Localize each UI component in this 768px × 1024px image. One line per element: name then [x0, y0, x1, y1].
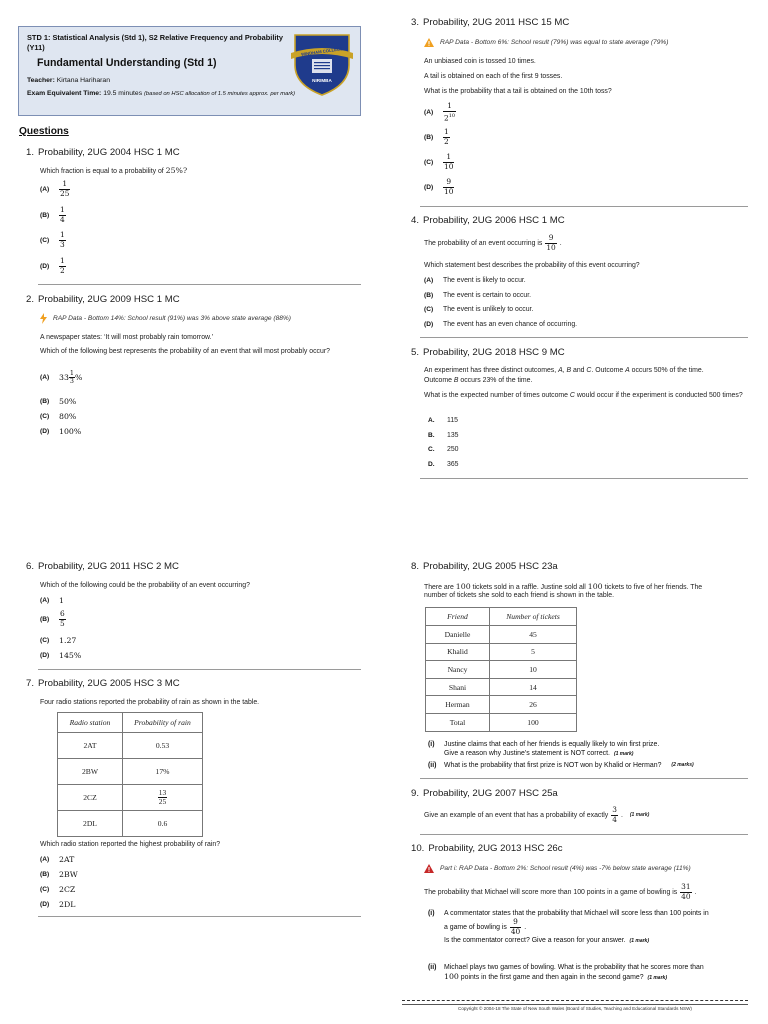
option-text: 135 — [447, 432, 459, 439]
option-label: (C) — [40, 637, 50, 644]
part-text-line: a game of bowling is $\frac{9}{40}$ . — [444, 917, 527, 936]
part-text: a game of bowling is — [444, 923, 507, 931]
fraction — [545, 234, 556, 252]
option-label: (A) — [424, 277, 434, 284]
table-header: Friend — [426, 608, 490, 626]
denominator: 40 — [681, 891, 691, 901]
question-10-heading — [411, 843, 563, 854]
footer-rule-solid — [402, 1004, 748, 1005]
table-cell: Danielle — [426, 626, 490, 644]
question-number: 8. — [411, 561, 420, 572]
text-run: A, B — [558, 367, 572, 374]
q1-option-c[interactable] — [40, 231, 66, 249]
denominator — [443, 111, 456, 123]
option-label: (D) — [40, 262, 50, 270]
question-4-heading — [411, 215, 565, 226]
question-2-text1: A newspaper states: ‘It will most probably rain tomorrow.’ — [40, 334, 214, 341]
option-label: A. — [428, 417, 435, 424]
question-8-part-ii — [428, 761, 694, 770]
divider — [420, 478, 748, 479]
denominator: 10 — [444, 161, 454, 171]
table-row — [426, 661, 577, 679]
teacher-label: Teacher: — [27, 77, 55, 84]
divider — [38, 916, 361, 917]
question-text: The probability of an event occurring is — [424, 239, 543, 247]
part-text-line — [444, 972, 704, 983]
table-row — [58, 733, 203, 759]
part-body — [444, 963, 704, 983]
fraction — [59, 257, 66, 275]
warning-icon — [424, 38, 434, 47]
question-3-text2: A tail is obtained on each of the first 9 tosses. — [424, 73, 563, 80]
text-run: 100 — [587, 582, 603, 591]
q5-option-c[interactable] — [428, 445, 459, 454]
exam-time-note: (based on HSC allocation of 1.5 minutes approx. per mark) — [144, 91, 296, 97]
option-text: 115 — [447, 417, 458, 424]
mark-allocation: (1 mark) — [629, 938, 649, 944]
part-body — [444, 909, 709, 946]
option-text: The event is likely to occur. — [443, 277, 526, 284]
question-2-text2: Which of the following best represents the probability of an event that will most probably occur? — [40, 348, 330, 355]
option-label: (B) — [40, 211, 50, 219]
exam-time-label: Exam Equivalent Time: — [27, 90, 102, 97]
q6-option-d[interactable] — [40, 651, 81, 660]
q6-option-c[interactable] — [40, 636, 76, 645]
question-number: 5. — [411, 347, 420, 358]
table-cell: 0.53 — [123, 733, 203, 759]
table-cell: 17% — [123, 759, 203, 785]
option-label: (A) — [40, 597, 50, 604]
fraction — [158, 789, 167, 807]
question-number: 10. — [411, 843, 425, 854]
question-number: 3. — [411, 17, 420, 28]
table-row — [426, 678, 577, 696]
option-label: (B) — [40, 615, 50, 623]
text-run: . Outcome — [591, 367, 626, 374]
question-title: Probability, 2UG 2011 HSC 2 MC — [38, 561, 179, 572]
question-8-heading — [411, 561, 558, 572]
option-text: 250 — [447, 446, 459, 453]
question-5-text2 — [424, 376, 532, 385]
numerator: 1 — [60, 205, 65, 214]
q3-option-d[interactable] — [424, 178, 454, 196]
fraction — [59, 231, 66, 249]
option-value: 1 — [59, 596, 64, 605]
option-label: (B) — [424, 133, 434, 141]
q5-option-a[interactable] — [428, 416, 458, 425]
denominator: 3 — [60, 239, 65, 249]
denominator: 25 — [158, 797, 167, 806]
table-row — [58, 785, 203, 811]
footer-rule — [402, 1000, 748, 1001]
part-text-line — [444, 749, 659, 759]
text-run: 100 — [455, 582, 471, 591]
denominator: 10 — [546, 242, 556, 252]
question-7-text: Four radio stations reported the probability of rain as shown in the table. — [40, 699, 260, 706]
q2-option-c[interactable] — [40, 412, 76, 421]
question-9-text: Give an example of an event that has a probability of exactly $\frac{3}{4}$ . (1 mark) — [424, 805, 650, 824]
question-2-heading — [26, 294, 180, 305]
question-10-part-i — [428, 909, 709, 946]
part-text: Michael plays two games of bowling. What is the probability that he scores more than — [444, 964, 704, 971]
option-label: (B) — [40, 871, 50, 878]
question-title: Probability, 2UG 2013 HSC 26c — [428, 843, 563, 854]
part-label: (ii) — [428, 762, 437, 769]
q6-option-a[interactable] — [40, 596, 64, 605]
numerator: 1 — [444, 127, 449, 136]
option-label: (D) — [40, 428, 50, 435]
fraction — [510, 918, 521, 936]
warning-icon — [424, 864, 434, 873]
numerator: 3 — [612, 805, 617, 814]
question-number: 9. — [411, 788, 420, 799]
part-text: What is the probability that first prize is NOT won by Khalid or Herman? — [444, 762, 662, 769]
table-cell: 2DL — [58, 811, 123, 837]
option-text: The event is unlikely to occur. — [443, 306, 534, 313]
table-row — [426, 643, 577, 661]
rap-data-note — [424, 864, 691, 873]
mark-allocation: (1 mark) — [647, 975, 667, 981]
q3-option-c[interactable] — [424, 153, 454, 171]
header-subtitle: Fundamental Understanding (Std 1) — [37, 57, 217, 69]
option-value: 100% — [59, 427, 82, 436]
option-label: (D) — [40, 652, 50, 659]
question-number: 1. — [26, 147, 35, 158]
crest-shield-icon — [289, 31, 355, 97]
question-title: Probability, 2UG 2009 HSC 1 MC — [38, 294, 180, 305]
question-3-heading — [411, 17, 569, 28]
table-cell: 0.6 — [123, 811, 203, 837]
numerator: 9 — [548, 233, 554, 242]
denominator: 5 — [60, 618, 65, 628]
question-title: Probability, 2UG 2005 HSC 23a — [423, 561, 558, 572]
fraction — [611, 806, 618, 824]
option-label: C. — [428, 446, 435, 453]
numerator: 6 — [60, 609, 65, 618]
option-label: (A) — [40, 856, 50, 863]
table-row — [426, 626, 577, 644]
option-value: 2CZ — [59, 885, 76, 894]
q7-option-c[interactable] — [40, 885, 75, 894]
table-cell: 100 — [490, 713, 577, 731]
mark-allocation: (1 mark) — [613, 751, 634, 757]
teacher-name: Kirtana Hariharan — [56, 77, 110, 84]
option-value: 80% — [59, 412, 77, 421]
option-value: 2AT — [59, 855, 75, 864]
q2-option-b[interactable] — [40, 397, 76, 406]
question-title: Probability, 2UG 2007 HSC 25a — [423, 788, 558, 799]
part-text: Give a reason why Justine’s statement is NOT correct. — [444, 750, 610, 757]
table-row — [58, 759, 203, 785]
q7-option-a[interactable] — [40, 855, 74, 864]
question-title: Probability, 2UG 2004 HSC 1 MC — [38, 147, 180, 158]
college-crest — [289, 31, 355, 97]
denominator: 40 — [510, 926, 521, 936]
q6-option-b[interactable] — [40, 610, 66, 628]
unit: % — [75, 373, 83, 382]
divider — [420, 778, 748, 779]
option-label: (B) — [424, 292, 434, 299]
numerator: 1 — [446, 152, 452, 161]
text-run: occurs 23% of the time. — [458, 377, 533, 384]
table-cell: 5 — [490, 643, 577, 661]
question-number: 2. — [26, 294, 35, 305]
questions-heading: Questions — [19, 126, 69, 137]
question-1-heading — [26, 147, 180, 158]
part-label: (i) — [428, 910, 435, 917]
table-cell: Herman — [426, 696, 490, 714]
table-cell: 45 — [490, 626, 577, 644]
question-8-text2: number of tickets she sold to each friend is shown in the table. — [424, 592, 614, 599]
text-run: Outcome — [424, 377, 454, 384]
question-6-text: Which of the following could be the probability of an event occurring? — [40, 582, 250, 589]
option-label: (A) — [40, 185, 50, 193]
percent-value: 25%? — [165, 166, 188, 175]
text-run: An experiment has three distinct outcomes, — [424, 367, 559, 374]
power-exponent: 10 — [448, 112, 456, 119]
numerator: 13 — [158, 787, 167, 797]
question-5-heading — [411, 347, 565, 358]
option-label: (D) — [40, 901, 50, 908]
part-text: points in the first game and then again in the second game? — [458, 974, 644, 981]
question-3-text3: What is the probability that a tail is obtained on the 10th toss? — [424, 88, 612, 95]
option-label: (C) — [40, 413, 50, 420]
denominator: 4 — [612, 814, 617, 824]
text-run: A — [625, 367, 630, 374]
part-text: Justine claims that each of her friends is equally likely to win first prize. — [444, 741, 660, 748]
table-row — [58, 811, 203, 837]
copyright-footer: Copyright © 2004-18 The State of New South Wales (Board of Studies, Teaching and Educational Standards NSW) — [458, 1006, 692, 1011]
question-text: Which fraction is equal to a probability of — [40, 168, 164, 175]
option-text: The event is certain to occur. — [443, 292, 532, 299]
part-body — [444, 740, 659, 759]
mixed-number — [59, 370, 82, 385]
numerator: 9 — [446, 177, 452, 186]
table-cell: Total — [426, 713, 490, 731]
question-6-heading — [26, 561, 179, 572]
text-run: C — [569, 392, 575, 399]
question-text: The probability that Michael will score more than 100 points in a game of bowling is — [424, 888, 678, 896]
q7-option-b[interactable] — [40, 870, 78, 879]
worksheet-header — [18, 26, 361, 116]
fraction — [443, 178, 454, 196]
numerator: 9 — [513, 917, 518, 926]
header-title: STD 1: Statistical Analysis (Std 1), S2 Relative Frequency and Probability (Y11) — [27, 33, 284, 52]
table-cell — [123, 785, 203, 811]
teacher-line — [27, 77, 110, 84]
text-run: would occur if the experiment is conducted 500 times? — [574, 392, 743, 399]
option-value: 1.27 — [59, 636, 77, 645]
denominator: 3 — [69, 377, 74, 385]
question-number: 6. — [26, 561, 35, 572]
numerator: 1 — [69, 369, 74, 377]
table-cell: 14 — [490, 678, 577, 696]
option-label: (A) — [40, 374, 50, 381]
q2-option-d[interactable] — [40, 427, 81, 436]
divider — [420, 834, 748, 835]
option-value: 145% — [59, 651, 82, 660]
divider — [420, 206, 748, 207]
table-row — [426, 696, 577, 714]
rap-data-note — [40, 313, 291, 324]
table-cell: 10 — [490, 661, 577, 679]
option-label: (B) — [40, 398, 50, 405]
option-text: 365 — [447, 461, 459, 468]
option-label: (D) — [424, 321, 434, 328]
q1-option-a[interactable] — [40, 180, 70, 198]
divider — [38, 669, 361, 670]
fraction — [59, 206, 66, 224]
text-run: B — [453, 377, 459, 384]
question-8-part-i — [428, 740, 659, 759]
option-label: (C) — [424, 158, 434, 166]
radio-station-table — [57, 712, 203, 837]
q5-option-d[interactable] — [428, 460, 459, 469]
numerator: 1 — [60, 230, 65, 239]
option-label: (D) — [424, 183, 434, 191]
exam-time-value: 19.5 minutes — [103, 90, 143, 97]
q2-option-a[interactable] — [40, 370, 82, 385]
rap-text: RAP Data - Bottom 14%: School result (91%) was 3% above state average (88%) — [53, 315, 291, 322]
numerator: 1 — [60, 256, 65, 265]
option-value: 50% — [59, 397, 77, 406]
part-text: 100 — [444, 972, 459, 981]
rap-data-note — [424, 38, 668, 47]
question-text: Give an example of an event that has a probability of exactly — [424, 811, 609, 819]
raffle-ticket-table — [425, 607, 577, 732]
denominator: 4 — [60, 214, 65, 224]
q4-option-b[interactable] — [424, 291, 531, 300]
mark-allocation: (2 marks) — [671, 762, 694, 768]
question-5-text3 — [424, 391, 746, 400]
question-4-text2: Which statement best describes the probability of this event occurring? — [424, 262, 640, 269]
mark-allocation: (1 mark) — [629, 811, 650, 818]
table-cell: Shani — [426, 678, 490, 696]
q4-option-c[interactable] — [424, 305, 533, 314]
fraction — [59, 610, 66, 628]
whole-part: 33 — [59, 373, 69, 382]
question-3-text1: An unbiased coin is tossed 10 times. — [424, 58, 536, 65]
text-run: C — [586, 367, 592, 374]
question-1-text — [40, 166, 187, 176]
fraction — [59, 180, 70, 198]
divider — [420, 337, 748, 338]
q3-option-a[interactable] — [424, 102, 456, 122]
exam-time-line — [27, 89, 299, 99]
q7-option-d[interactable] — [40, 900, 75, 909]
text-run: tickets to five of her friends. The — [602, 584, 703, 591]
option-text: The event has an even chance of occurring. — [443, 321, 578, 328]
crest-bottom-text: NIRIMBA — [312, 78, 332, 83]
q5-option-b[interactable] — [428, 431, 459, 440]
option-label: (C) — [40, 236, 50, 244]
fraction — [443, 102, 456, 122]
fraction — [443, 128, 450, 146]
question-9-heading — [411, 788, 558, 799]
option-label: (A) — [424, 108, 434, 116]
rap-text: RAP Data - Bottom 6%: School result (79%) was equal to state average (79%) — [440, 39, 669, 46]
table-cell: 2CZ — [58, 785, 123, 811]
option-value: 2BW — [59, 870, 78, 879]
table-header: Probability of rain — [123, 713, 203, 733]
crest-top-text: WINDHAM COLLEGE — [300, 46, 344, 57]
table-cell: 26 — [490, 696, 577, 714]
q1-option-d[interactable] — [40, 257, 66, 275]
lightning-icon — [40, 313, 47, 324]
text-run: occurs 50% of the time. — [629, 367, 704, 374]
text-run: tickets sold in a raffle. Justine sold all — [470, 584, 588, 591]
option-label: (C) — [424, 306, 434, 313]
part-text: Is the commentator correct? Give a reason for your answer. — [444, 937, 626, 944]
part-label: (ii) — [428, 964, 437, 971]
table-cell: 2BW — [58, 759, 123, 785]
question-title: Probability, 2UG 2018 HSC 9 MC — [423, 347, 565, 358]
q1-option-b[interactable] — [40, 206, 66, 224]
question-5-text1 — [424, 366, 704, 375]
denominator: 2 — [444, 136, 449, 146]
divider — [38, 284, 361, 285]
option-value: 2DL — [59, 900, 76, 909]
table-cell: Nancy — [426, 661, 490, 679]
part-label: (i) — [428, 741, 435, 748]
power-base: 2 — [444, 112, 449, 122]
question-10-text: The probability that Michael will score more than 100 points in a game of bowling is $\frac{31}{40}$ . — [424, 882, 697, 901]
table-header: Radio station — [58, 713, 123, 733]
question-title: Probability, 2UG 2005 HSC 3 MC — [38, 678, 180, 689]
part-text: A commentator states that the probability that Michael will score less than 100 points in — [444, 910, 709, 917]
q3-option-b[interactable] — [424, 128, 450, 146]
rap-text: Part i: RAP Data - Bottom 2%: School result (4%) was -7% below state average (11%) — [440, 865, 691, 872]
option-label: B. — [428, 432, 435, 439]
table-row-total — [426, 713, 577, 731]
numerator: 1 — [62, 179, 68, 188]
fraction — [443, 153, 454, 171]
table-cell: 2AT — [58, 733, 123, 759]
text-run: and — [571, 367, 587, 374]
question-number: 4. — [411, 215, 420, 226]
q4-option-a[interactable] — [424, 276, 526, 285]
part-text-line — [444, 936, 709, 946]
numerator: 1 — [447, 101, 452, 110]
question-title: Probability, 2UG 2006 HSC 1 MC — [423, 215, 565, 226]
question-7-question: Which radio station reported the highest probability of rain? — [40, 841, 221, 848]
q4-option-d[interactable] — [424, 320, 577, 329]
question-10-part-ii — [428, 963, 704, 983]
text-run: What is the expected number of times outcome — [424, 392, 570, 399]
text-run: There are — [424, 584, 456, 591]
table-cell: Khalid — [426, 643, 490, 661]
option-label: D. — [428, 461, 435, 468]
denominator: 2 — [60, 265, 65, 275]
option-label: (C) — [40, 886, 50, 893]
question-number: 7. — [26, 678, 35, 689]
question-title: Probability, 2UG 2011 HSC 15 MC — [423, 17, 570, 28]
question-7-heading — [26, 678, 180, 689]
denominator: 25 — [60, 188, 70, 198]
numerator: 31 — [681, 882, 691, 891]
table-header: Number of tickets — [490, 608, 577, 626]
question-4-text1: The probability of an event occurring is $\frac{9}{10}$ . — [424, 233, 562, 252]
fraction — [680, 883, 691, 901]
denominator: 10 — [444, 186, 454, 196]
